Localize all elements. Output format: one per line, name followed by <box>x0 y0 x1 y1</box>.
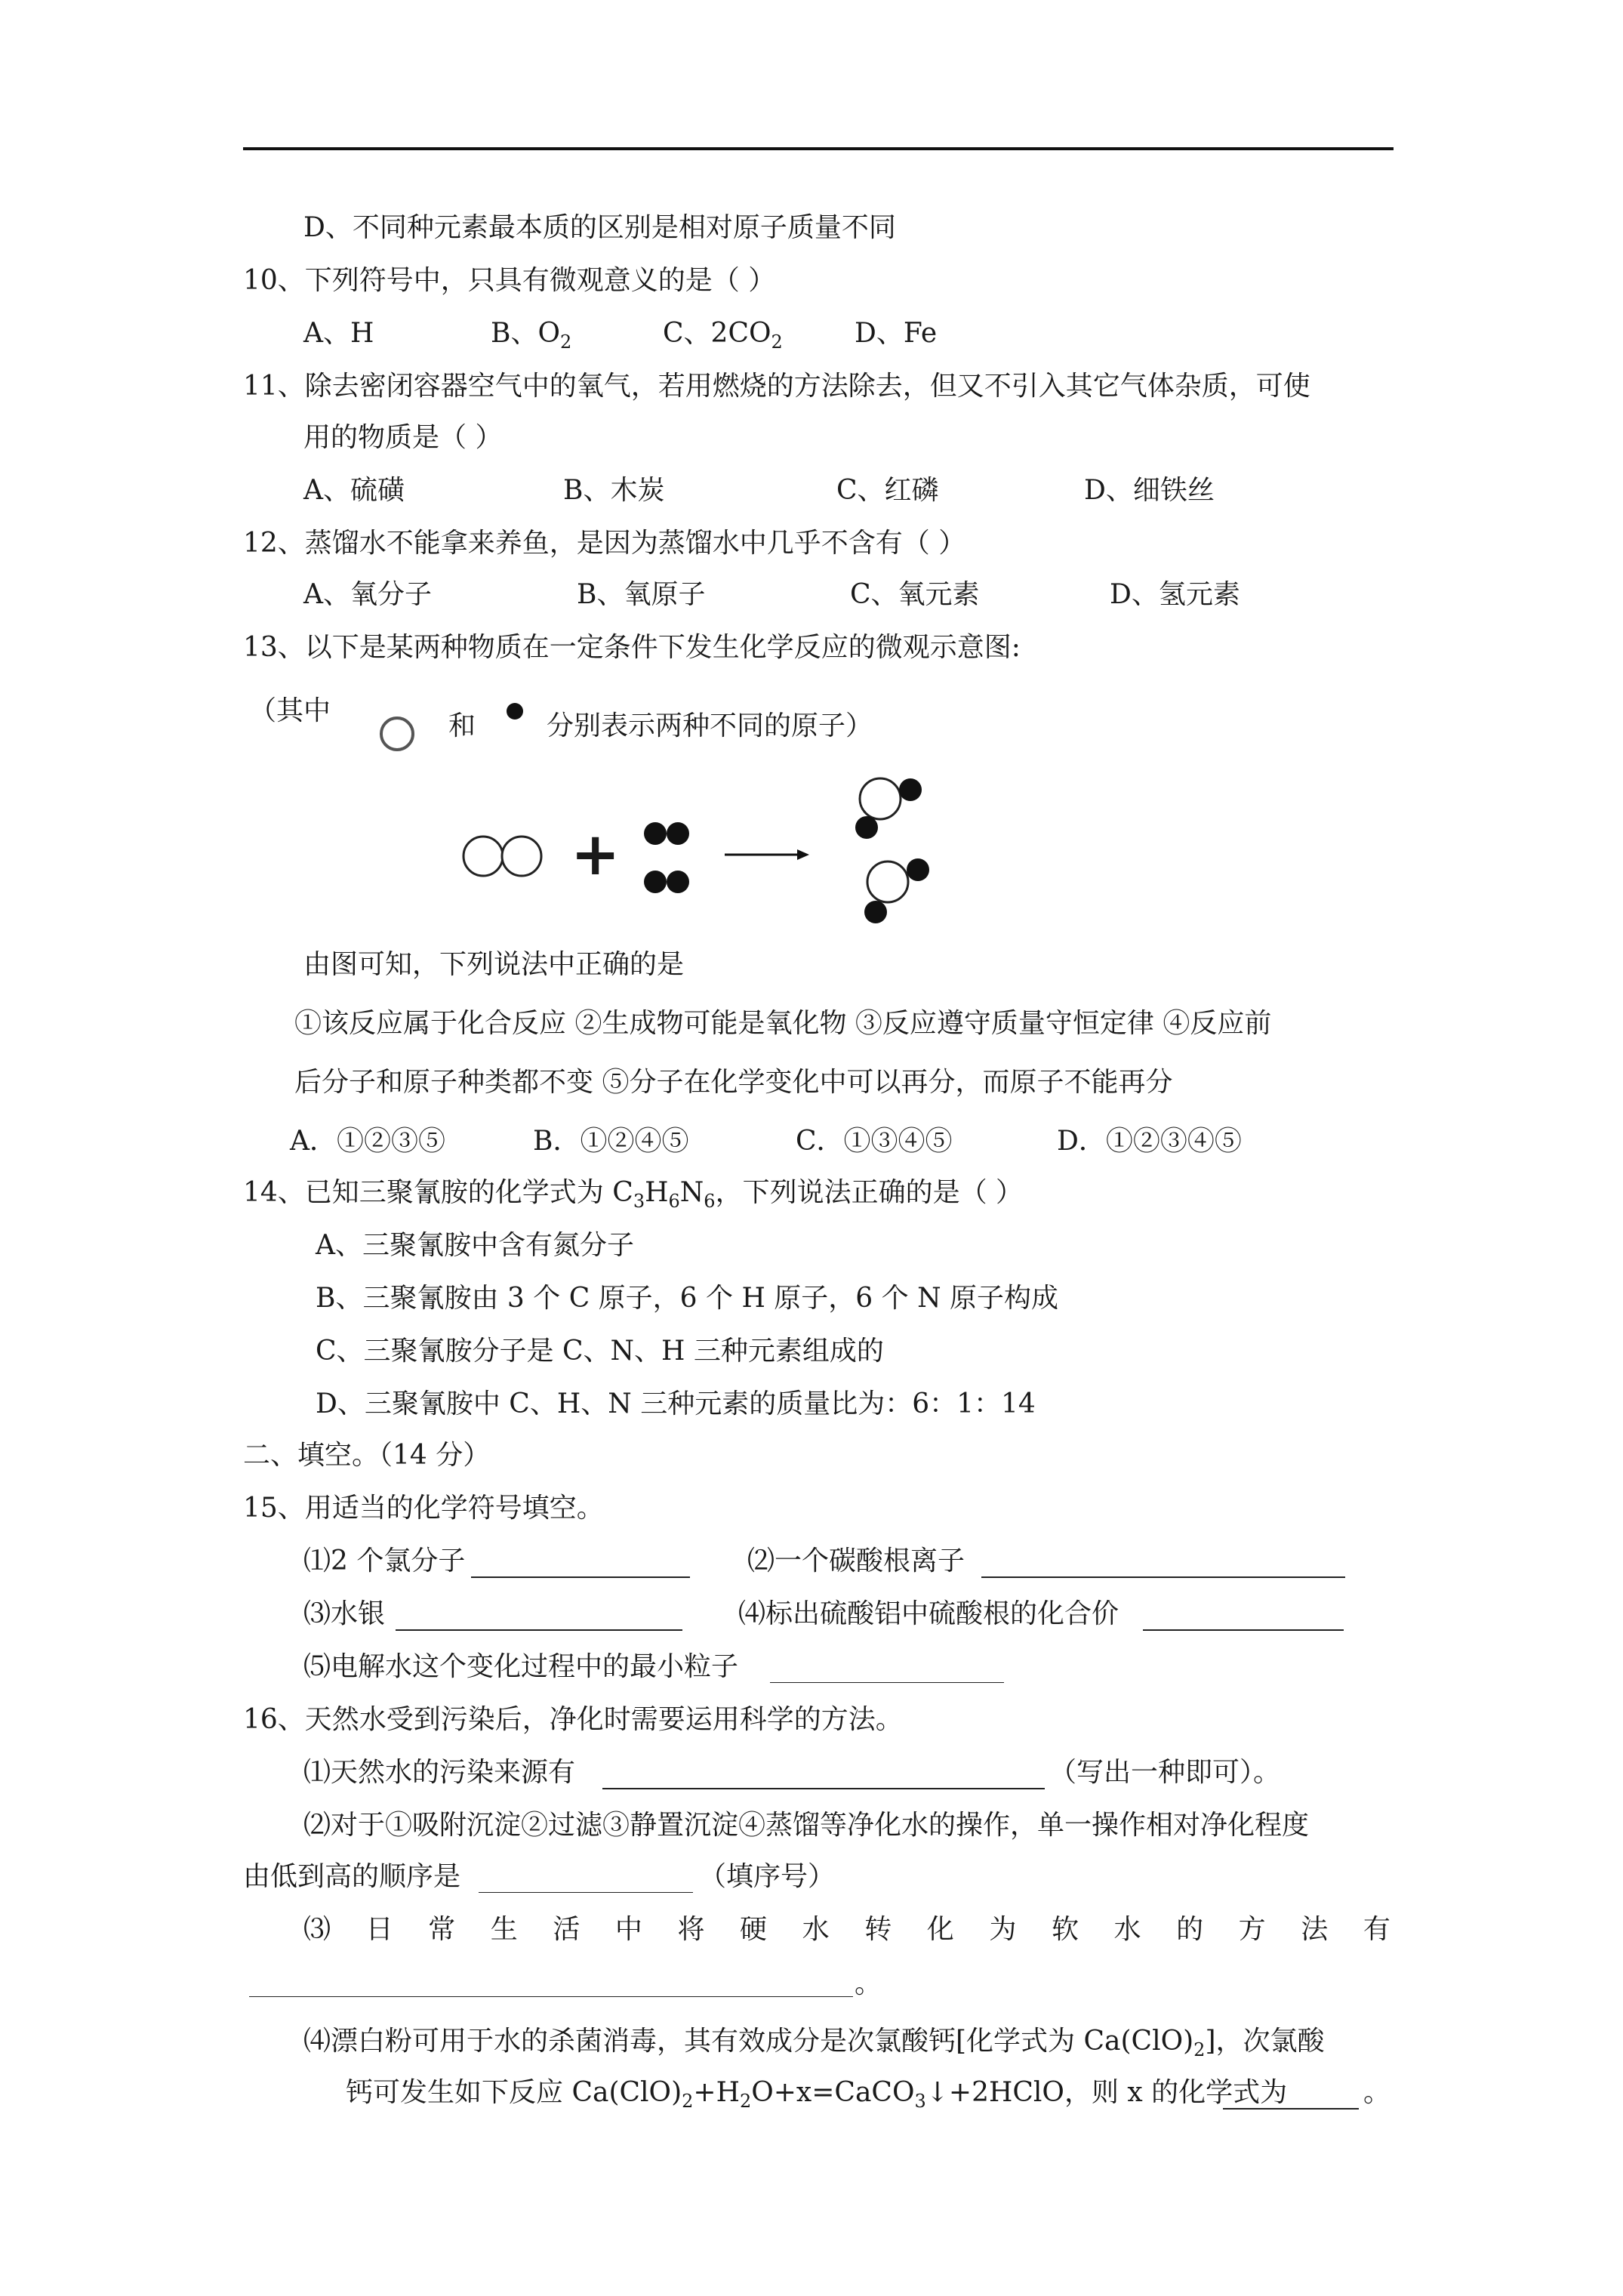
q9-option-d: D、不同种元素最本质的区别是相对原子质量不同 <box>303 212 896 243</box>
q11-option-a: A、硫磺 <box>303 475 405 506</box>
q13-option-d: D．①②③④⑤ <box>1057 1126 1242 1157</box>
q12-option-d: D、氢元素 <box>1110 579 1240 610</box>
q16-stem: 16、天然水受到污染后，净化时需要运用科学的方法。 <box>243 1704 903 1735</box>
product-molecule-top <box>855 778 922 839</box>
q15-item3-blank[interactable] <box>396 1629 682 1631</box>
q16-item3-end: 。 <box>855 1968 882 1999</box>
q14-option-a: A、三聚氰胺中含有氮分子 <box>316 1230 634 1261</box>
q11-option-d: D、细铁丝 <box>1084 475 1215 506</box>
q10-option-c: C、$2CO_2$ <box>663 318 783 353</box>
reactant-open-molecule <box>463 837 541 876</box>
legend-filled-atom-icon <box>501 698 528 725</box>
q13-statements-line1: ①该反应属于化合反应 ②生成物可能是氧化物 ③反应遵守质量守恒定律 ④反应前 <box>294 1008 1272 1039</box>
q16-item1-hint: （写出一种即可）。 <box>1049 1757 1281 1788</box>
reactant-filled-molecules <box>644 822 689 893</box>
section-2-title: 二、填空。（14 分） <box>243 1440 491 1471</box>
q16-item3-blank[interactable] <box>249 1996 853 1997</box>
q15-item1-label: ⑴2 个氯分子 <box>303 1546 466 1576</box>
q15-stem: 15、用适当的化学符号填空。 <box>243 1493 604 1524</box>
q12-stem: 12、蒸馏水不能拿来养鱼，是因为蒸馏水中几乎不含有（ ） <box>243 528 966 559</box>
q11-stem: 11、除去密闭容器空气中的氧气，若用燃烧的方法除去，但又不引入其它气体杂质，可使 <box>243 371 1310 402</box>
q15-item2-label: ⑵一个碳酸根离子 <box>747 1546 965 1576</box>
q14-option-b: B、三聚氰胺由 3 个 C 原子，6 个 H 原子，6 个 N 原子构成 <box>316 1283 1059 1314</box>
q16-item1-blank[interactable] <box>602 1788 1045 1789</box>
q15-item3-label: ⑶水银 <box>303 1598 386 1629</box>
q14-option-c: C、三聚氰胺分子是 C、N、H 三种元素组成的 <box>316 1336 884 1367</box>
q13-lead: 由图可知，下列说法中正确的是 <box>303 949 685 980</box>
q14-option-d: D、三聚氰胺中 C、H、N 三种元素的质量比为：6：1：14 <box>316 1388 1036 1419</box>
q13-stem: 13、以下是某两种物质在一定条件下发生化学反应的微观示意图: <box>243 632 1021 663</box>
reaction-arrow <box>725 849 809 860</box>
q10-option-b: B、$O_2$ <box>491 318 572 353</box>
q16-item4-line1: ⑷漂白粉可用于水的杀菌消毒，其有效成分是次氯酸钙[化学式为 $Ca(ClO)_2$]，次氯酸 <box>303 2026 1325 2060</box>
q11-stem-cont: 用的物质是（ ） <box>303 422 503 453</box>
q16-item2-blank[interactable] <box>479 1892 693 1893</box>
q16-item4-line2: 钙可发生如下反应 $Ca(ClO)_2+H_2O+x=CaCO_3↓+2HClO$，则 x 的化学式为 <box>346 2077 1288 2112</box>
product-molecule-bottom <box>864 858 929 923</box>
legend-open-atom-icon <box>376 713 418 755</box>
q13-legend-and: 和 <box>448 710 476 741</box>
q11-option-c: C、红磷 <box>836 475 939 506</box>
header-rule <box>243 147 1394 150</box>
q16-item3-line: ⑶ 日 常 生 活 中 将 硬 水 转 化 为 软 水 的 方 法 有 <box>303 1914 1390 1945</box>
q10-option-d: D、Fe <box>855 318 938 349</box>
q16-item2-line1: ⑵对于①吸附沉淀②过滤③静置沉淀④蒸馏等净化水的操作，单一操作相对净化程度 <box>303 1810 1310 1841</box>
q13-option-a: A．①②③⑤ <box>290 1126 445 1157</box>
q16-item4-blank[interactable] <box>1223 2108 1359 2110</box>
q16-item2-line2: 由低到高的顺序是 <box>243 1861 461 1892</box>
q15-item4-label: ⑷标出硫酸铝中硫酸根的化合价 <box>738 1598 1119 1629</box>
q12-option-c: C、氧元素 <box>850 579 980 610</box>
q15-item5-label: ⑸电解水这个变化过程中的最小粒子 <box>303 1651 739 1682</box>
q13-statements-line2: 后分子和原子种类都不变 ⑤分子在化学变化中可以再分，而原子不能再分 <box>294 1067 1173 1098</box>
q16-item2-hint: （填序号） <box>699 1861 836 1892</box>
reaction-diagram <box>453 767 951 933</box>
q15-item2-blank[interactable] <box>981 1576 1345 1578</box>
q12-option-b: B、氧原子 <box>577 579 706 610</box>
q15-item1-blank[interactable] <box>471 1576 690 1578</box>
q15-item4-blank[interactable] <box>1143 1629 1344 1631</box>
q13-option-c: C．①③④⑤ <box>796 1126 953 1157</box>
q11-option-b: B、木炭 <box>563 475 665 506</box>
q13-legend-suffix: 分别表示两种不同的原子） <box>547 710 873 741</box>
q16-item4-end: 。 <box>1363 2077 1391 2108</box>
q15-item5-blank[interactable] <box>770 1682 1004 1683</box>
q16-item1-label: ⑴天然水的污染来源有 <box>303 1757 576 1788</box>
q13-legend-prefix: （其中 <box>249 695 331 726</box>
q12-option-a: A、氧分子 <box>303 579 432 610</box>
q10-option-a: A、H <box>303 318 374 349</box>
q10-stem: 10、下列符号中，只具有微观意义的是（ ） <box>243 265 776 296</box>
q13-option-b: B．①②④⑤ <box>533 1126 689 1157</box>
plus-sign: + <box>571 821 621 889</box>
q14-stem: 14、已知三聚氰胺的化学式为 $C_3H_6N_6$，下列说法正确的是（ ） <box>243 1177 1024 1212</box>
